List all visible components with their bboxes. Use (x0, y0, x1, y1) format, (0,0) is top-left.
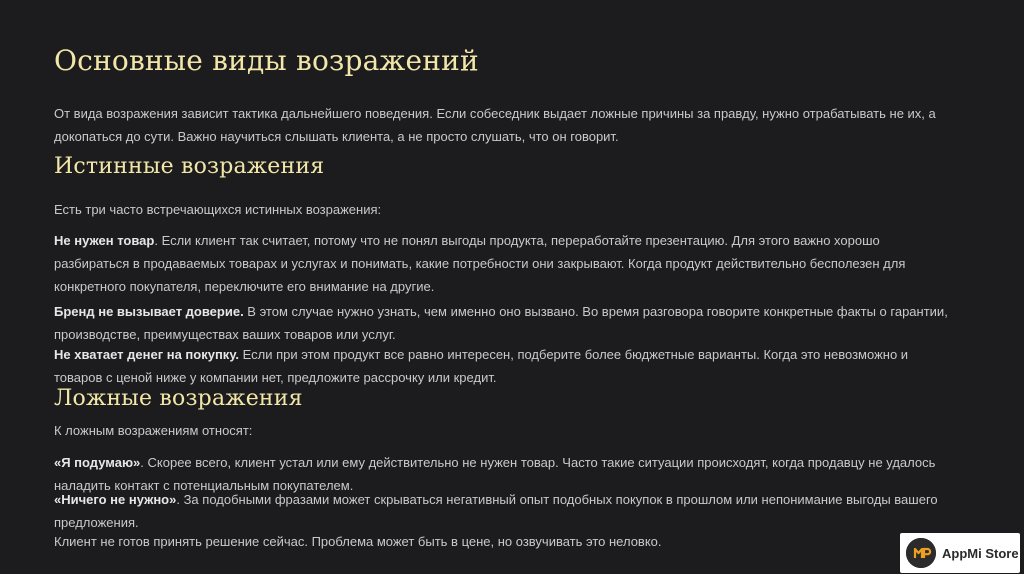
item-text: . Скорее всего, клиент устал или ему действительно не нужен товар. Часто такие ситуации происходят, когда продавцу не удалось (140, 455, 936, 470)
item-title: Бренд не вызывает доверие. (54, 304, 244, 319)
appmistore-logo-icon (906, 538, 936, 568)
false-lead: К ложным возражениям относят: (54, 423, 253, 438)
intro-line: От вида возражения зависит тактика дальнейшего поведения. Если собеседник выдает ложные причины за правду, нужно отрабатывать не их, а (54, 106, 936, 121)
item-text: конкретного покупателя, переключите его внимание на другие. (54, 279, 435, 294)
item-text: В этом случае нужно узнать, чем именно оно вызвано. Во время разговора говорите конкретные факты о гарантии, (243, 304, 948, 319)
item-title: Не хватает денег на покупку. (54, 347, 240, 362)
page-title: Основные виды возражений (54, 44, 479, 77)
item-text: товаров с ценой ниже у компании нет, предложите рассрочку или кредит. (54, 370, 497, 385)
section-heading-true: Истинные возражения (54, 154, 325, 179)
item-text: . Если клиент так считает, потому что не понял выгоды продукта, переработайте презентацию. Для этого важно хорошо (154, 233, 880, 248)
item-text: . За подобными фразами может скрываться негативный опыт подобных покупок в прошлом или непонимание выгоды вашего (176, 492, 938, 507)
false-item-2 (54, 488, 974, 534)
item-title: «Я подумаю» (54, 455, 141, 470)
true-item-2 (54, 300, 974, 346)
true-lead: Есть три часто встречающихся истинных возражения: (54, 202, 382, 217)
item-text: наладить контакт с потенциальным покупателем. (54, 478, 354, 493)
item-text: предложения. (54, 515, 139, 530)
true-item-3 (54, 343, 974, 389)
item-title: Не нужен товар (54, 233, 155, 248)
intro-paragraph (54, 102, 974, 148)
section-heading-false: Ложные возражения (54, 386, 303, 411)
item-text: разбираться в продаваемых товарах и услугах и понимать, какие потребности они закрывают. Когда продукт действительно бесполезен для (54, 256, 906, 271)
item-text: Если при этом продукт все равно интересен, подберите более бюджетные варианты. Когда это невозможно и (239, 347, 909, 362)
item-title: «Ничего не нужно» (54, 492, 177, 507)
badge-label: AppMi Store (942, 545, 1019, 561)
true-item-1 (54, 229, 974, 298)
intro-line: докопаться до сути. Важно научиться слышать клиента, а не просто слушать, что он говорит. (54, 129, 619, 144)
false-item-3: Клиент не готов принять решение сейчас. Проблема может быть в цене, но озвучивать это неловко. (54, 534, 662, 549)
item-text: производстве, преимуществах ваших товаров или услуг. (54, 327, 396, 342)
appmistore-badge[interactable] (900, 533, 1020, 573)
